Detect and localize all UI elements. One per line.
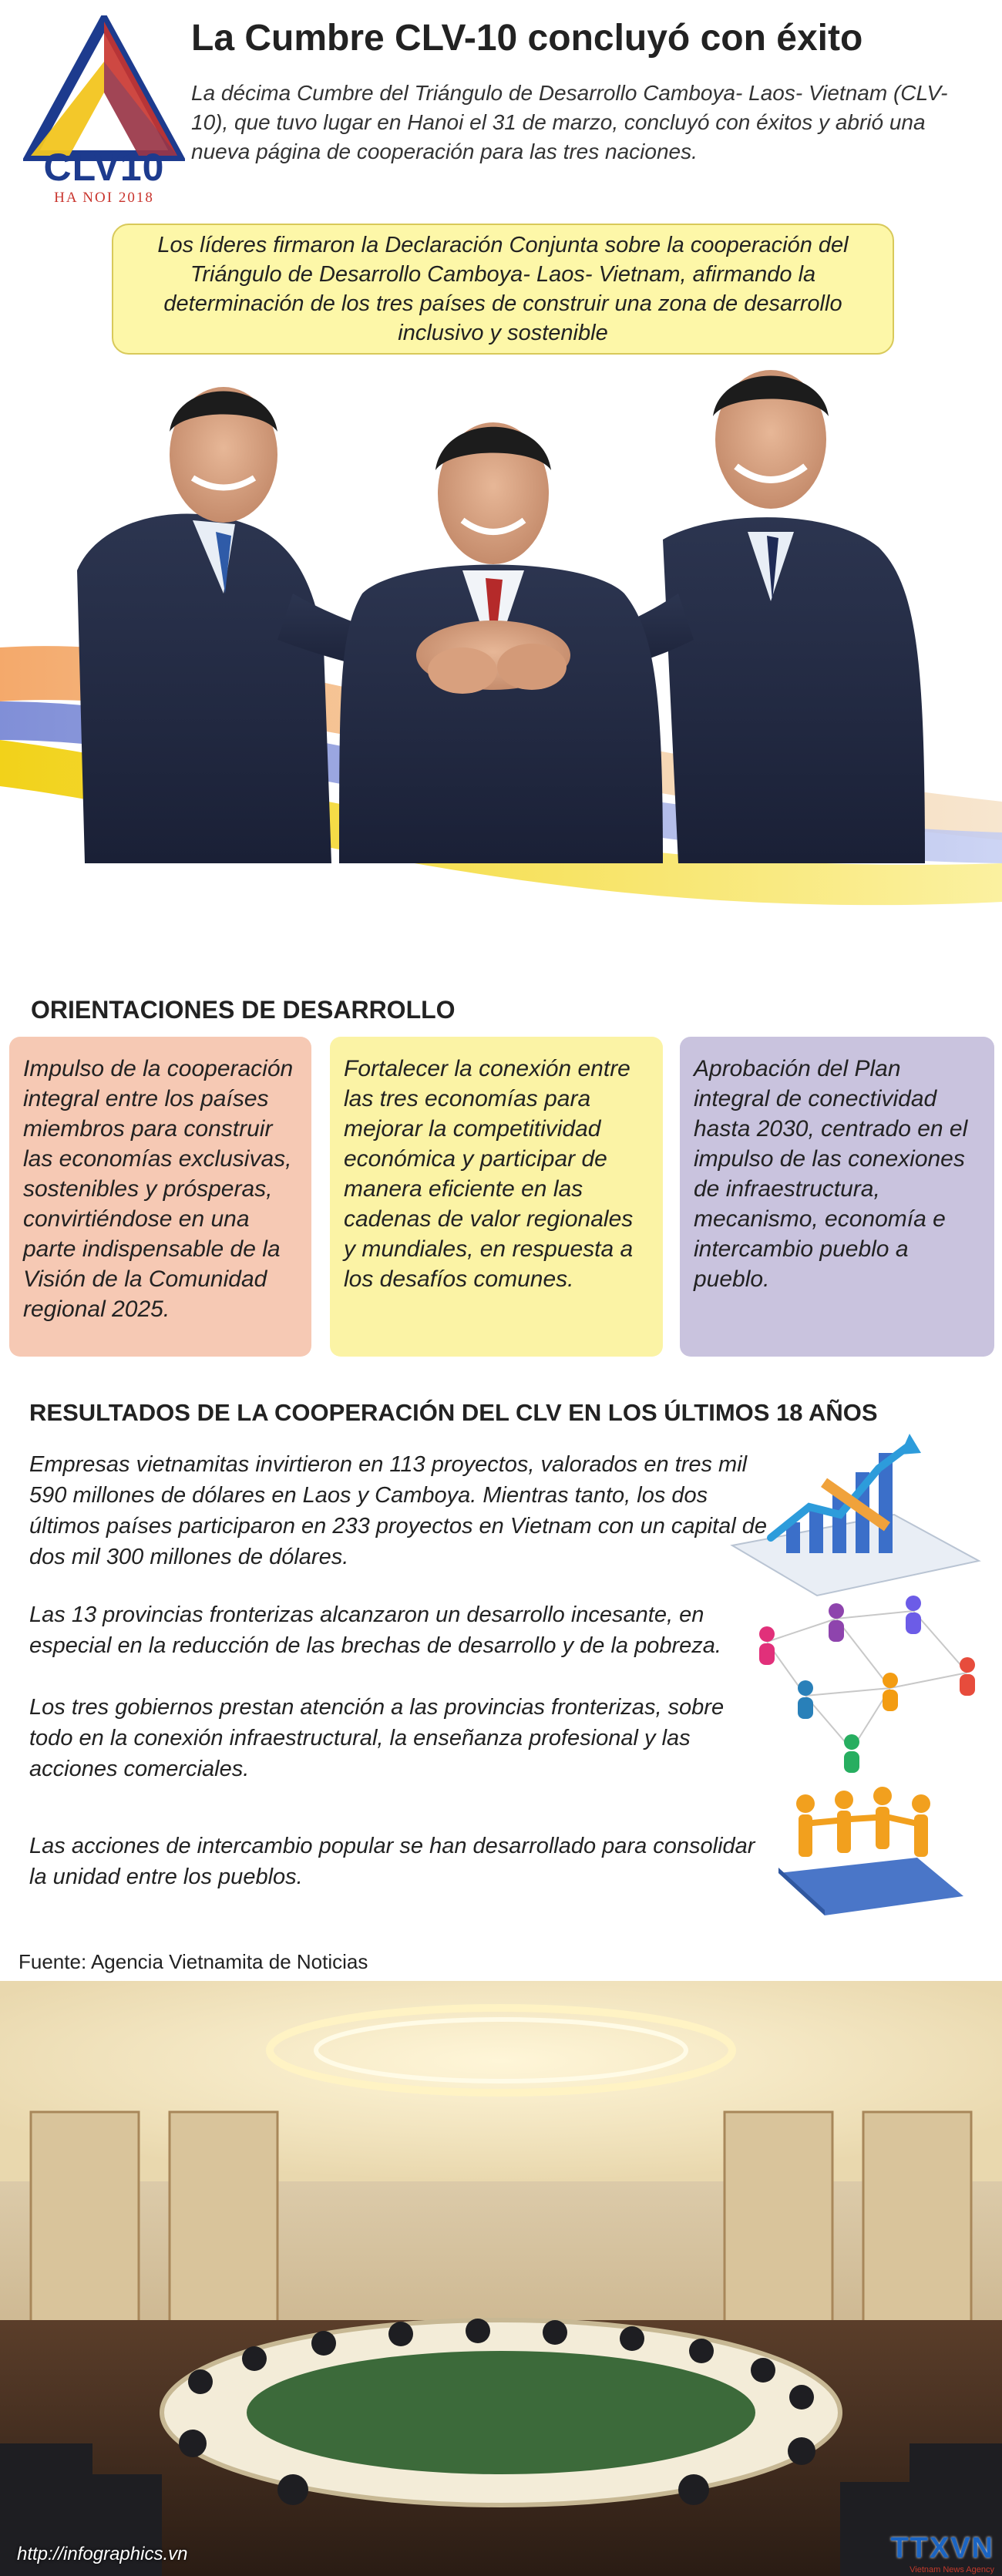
logo-subtitle: HA NOI 2018 (54, 190, 154, 206)
result-paragraph: Las acciones de intercambio popular se han desarrollado para consolidar la unidad entre los pueblos. (29, 1834, 755, 1889)
intro-paragraph: La décima Cumbre del Triángulo de Desarrollo Camboya- Laos- Vietnam (CLV-10), que tuvo lugar en Hanoi el 31 de marzo, concluyó con éxitos y abrió una nueva página de cooperación para las tres naciones. (191, 81, 948, 163)
bar-chart-illustration-icon (725, 1430, 987, 1599)
result-paragraph: Los tres gobiernos prestan atención a las provincias fronterizas, sobre todo en la conexión infraestructural, la enseñanza profesional y las acciones comerciales. (29, 1695, 725, 1781)
leader-center (339, 422, 663, 863)
agency-logo-text: TTXVN (890, 2532, 994, 2564)
declaration-callout: Los líderes firmaron la Declaración Conjunta sobre la cooperación del Triángulo de Desarrollo Camboya- Laos- Vietnam, afirmando la determinación de los tres países de construir una zona de desarrollo inclusivo y sostenible (112, 224, 894, 355)
leaders-handshake-photo (0, 339, 1002, 956)
website-url: http://infographics.vn (17, 2544, 188, 2564)
orientation-card: Impulso de la cooperación integral entre los países miembros para construir las economías exclusivas, sostenibles y prósperas, convirtiéndose en una parte indispensable de la Visión de la Comunidad regional 2025. (9, 1037, 311, 1357)
orientation-card: Fortalecer la conexión entre las tres economías para mejorar la competitividad económica y participar de manera eficiente en las cadenas de valor regionales y mundiales, en respuesta a los desafíos comunes. (330, 1037, 663, 1357)
ttxvn-logo-icon (844, 2532, 994, 2574)
logo-text: CLV10 (43, 146, 165, 189)
page-title: La Cumbre CLV-10 concluyó con éxito (191, 18, 863, 59)
people-network-illustration-icon (736, 1596, 990, 1777)
result-paragraph: Las 13 provincias fronterizas alcanzaron un desarrollo incesante, en especial en la reducción de las brechas de desarrollo y de la pobreza. (29, 1602, 721, 1658)
results-title: RESULTADOS DE LA COOPERACIÓN DEL CLV EN LOS ÚLTIMOS 18 AÑOS (29, 1399, 878, 1426)
result-paragraph: Empresas vietnamitas invirtieron en 113 proyectos, valorados en tres mil 590 millones de dólares en Laos y Camboya. Mientras tanto, los dos últimos países participaron en 233 proyectos en Vietnam con un capital de dos mil 300 millones de dólares. (29, 1452, 768, 1569)
agency-logo-subtitle: Vietnam News Agency (910, 2565, 994, 2574)
teamwork-puzzle-illustration-icon (771, 1773, 971, 1919)
orientation-card: Aprobación del Plan integral de conectividad hasta 2030, centrado en el impulso de las conexiones de infraestructura, mecanismo, economía e intercambio pueblo a pueblo. (680, 1037, 994, 1357)
source-note: Fuente: Agencia Vietnamita de Noticias (18, 1950, 368, 1973)
orientations-title: ORIENTACIONES DE DESARROLLO (31, 996, 456, 1024)
summit-meeting-photo (0, 1981, 1002, 2576)
